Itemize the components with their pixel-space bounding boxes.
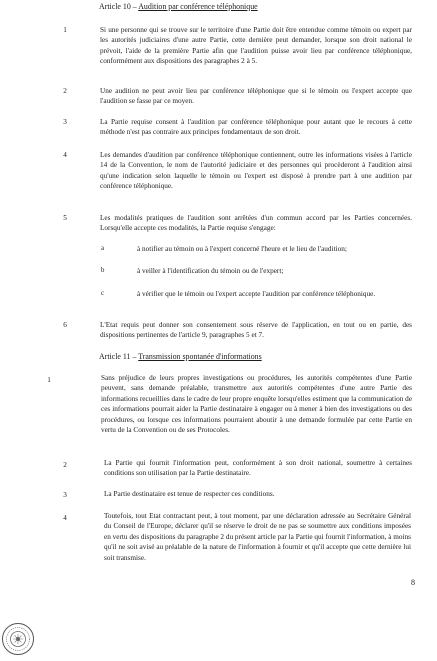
article-10-title-prefix: Article 10 – — [99, 2, 139, 11]
paragraph-text: Toutefois, tout Etat contractant peut, à tout moment, par une déclaration adressée au Secrétaire Général du Conseil de l'Europe, déclarer qu'il se réserve le droit de ne pas se soumettre aux conditions imposées en vertu des dispositions du paragraphe 2 du présent article par la Partie qui fournit l'information, à moins qu'il ne soit avisé au préalable de la nature de l'information à fournir et qu'il accepte que cette dernière lui soit transmise. — [104, 512, 411, 562]
paragraph-number: 4 — [63, 514, 67, 522]
subitem-text: à notifier au témoin ou à l'expert concerné l'heure et le lieu de l'audition; — [137, 245, 347, 253]
page-number: 8 — [411, 578, 415, 587]
paragraph-text: Les demandes d'audition par conférence téléphonique contiennent, outre les informations visées à l'article 14 de la Convention, le nom de l'autorité judiciaire et des personnes qui procèderont à l'audition ainsi qu'une indication selon laquelle le témoin ou l'expert est disposé à prendre part à une audition par conférence téléphonique. — [100, 151, 412, 191]
paragraph-number: 1 — [63, 26, 67, 34]
paragraph-text: L'Etat requis peut donner son consentement sous réserve de l'application, en tout ou en partie, des dispositions pertinentes de l'article 9, paragraphes 5 et 7. — [100, 321, 412, 340]
paragraph-number: 3 — [63, 491, 67, 499]
article-10-heading — [99, 2, 258, 12]
paragraph-text: La Partie qui fournit l'information peut, conformément à son droit national, soumettre à certaines conditions son utilisation par la Partie destinataire. — [104, 459, 412, 478]
paragraph-number: 6 — [63, 321, 67, 329]
subitem-letter: c — [101, 290, 105, 297]
council-seal-icon — [1, 622, 35, 656]
paragraph-number: 2 — [63, 87, 67, 95]
article-11-heading — [99, 352, 262, 362]
paragraph-number: 3 — [63, 118, 67, 126]
subitem-text: à vérifier que le témoin ou l'expert accepte l'audition par conférence téléphonique. — [137, 290, 376, 298]
paragraph-text: Les modalités pratiques de l'audition sont arrêtées d'un commun accord par les Parties concernées. Lorsqu'elle accepte ces modalités, la Partie requise s'engage: — [100, 214, 412, 233]
subitem-text: à veiller à l'identification du témoin ou de l'expert; — [137, 267, 284, 275]
paragraph-number: 4 — [63, 151, 67, 159]
paragraph-text: Si une personne qui se trouve sur le territoire d'une Partie doit être entendue comme témoin ou expert par les autorités judiciaires d'une autre Partie, cette dernière peut demander, lorsque son droit national le prévoit, l'aide de la première Partie afin que l'audition puisse avoir lieu par conférence téléphonique, conformément aux dispositions des paragraphes 2 à 5. — [100, 26, 412, 66]
subitem-letter: b — [101, 267, 105, 274]
paragraph-text: La Partie requise consent à l'audition par conférence téléphonique pour autant que le recours à cette méthode n'est pas contraire aux principes fondamentaux de son droit. — [100, 118, 412, 137]
paragraph-number: 2 — [63, 461, 67, 469]
subitem-letter: a — [101, 245, 105, 252]
paragraph-number: 5 — [63, 214, 67, 222]
article-11-title-text: Transmission spontanée d'informations — [138, 352, 262, 361]
article-10-title-text: Audition par conférence téléphonique — [138, 2, 258, 11]
paragraph-text: Sans préjudice de leurs propres investigations ou procédures, les autorités compétentes d'une Partie peuvent, sans demande préalable, transmettre aux autorités compétentes d'une autre Partie des informations recueillies dans le cadre de leur propre enquête lorsqu'elles estiment que la communication de ces informations pourrait aider la Partie destinataire à engager ou à mener à bien des investigations ou des procédures, ou lorsque ces informations pourraient aboutir à une demande formulée par cette Partie en vertu de la Convention ou de ses Protocoles. — [101, 374, 412, 435]
paragraph-text: La Partie destinataire est tenue de respecter ces conditions. — [104, 490, 275, 498]
paragraph-text: Une audition ne peut avoir lieu par conférence téléphonique que si le témoin ou l'expert accepte que l'audition se fasse par ce moyen. — [100, 87, 412, 106]
article-11-title-prefix: Article 11 – — [99, 352, 139, 361]
paragraph-number: 1 — [47, 376, 51, 384]
